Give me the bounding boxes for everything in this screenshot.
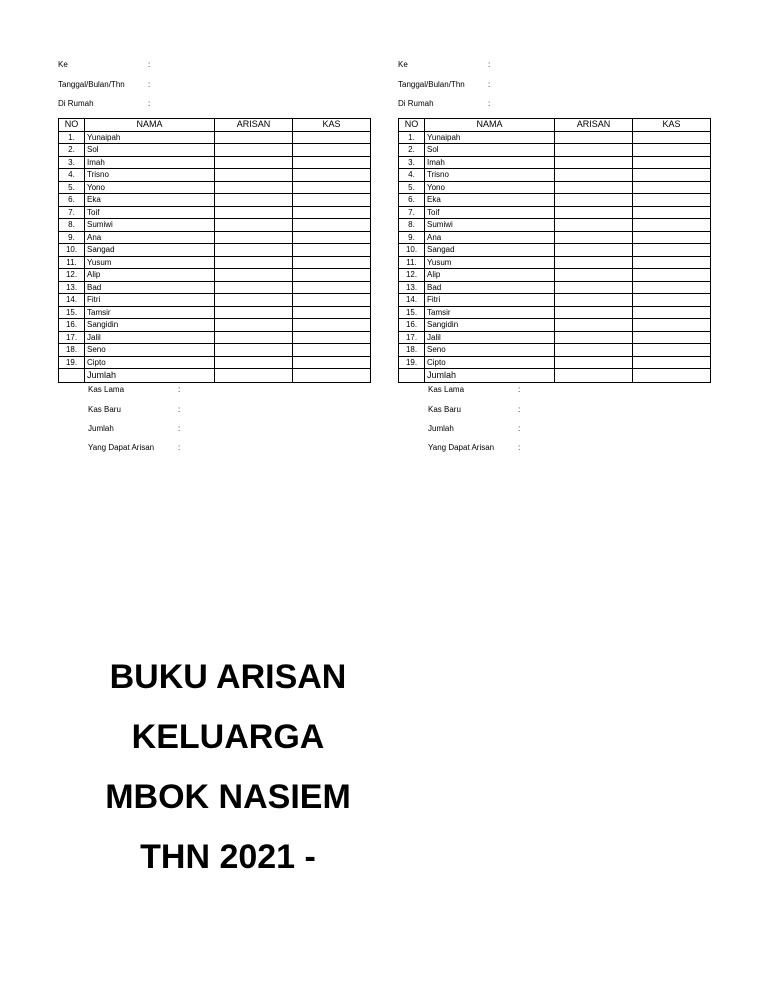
arisan-cell[interactable] [555,131,633,144]
table-row [399,244,711,257]
total-label: Jumlah [425,369,555,383]
footer-colon: : [178,424,181,433]
column-header: NO [399,119,425,132]
member-name: Eka [85,194,215,207]
kas-cell[interactable] [633,256,711,269]
arisan-cell[interactable] [215,169,293,182]
row-number: 8. [59,219,85,232]
kas-cell[interactable] [633,281,711,294]
table-row [59,206,371,219]
member-name: Tamsir [425,306,555,319]
kas-cell[interactable] [633,306,711,319]
table-row [59,194,371,207]
table-row [59,244,371,257]
row-number: 14. [399,294,425,307]
title-line-4: THN 2021 - [140,838,316,876]
arisan-cell[interactable] [215,294,293,307]
arisan-cell[interactable] [215,331,293,344]
total-spacer [399,369,425,383]
table-row [59,256,371,269]
kas-cell[interactable] [633,231,711,244]
row-number: 7. [59,206,85,219]
header-label: Ke [58,60,68,69]
kas-cell[interactable] [633,319,711,332]
kas-cell[interactable] [293,269,371,282]
row-number: 6. [399,194,425,207]
member-name: Sangad [425,244,555,257]
table-row [399,206,711,219]
kas-cell[interactable] [633,194,711,207]
table-header-row [59,119,371,132]
kas-cell[interactable] [293,356,371,369]
header-label: Tanggal/Bulan/Thn [58,80,125,89]
header-colon: : [148,99,151,108]
arisan-table [398,118,711,383]
header-colon: : [488,99,491,108]
kas-cell[interactable] [633,156,711,169]
header-colon: : [148,80,151,89]
kas-total-cell[interactable] [633,369,711,383]
footer-label: Kas Baru [88,405,121,414]
row-number: 18. [59,344,85,357]
kas-cell[interactable] [633,181,711,194]
member-name: Toif [85,206,215,219]
arisan-cell[interactable] [215,244,293,257]
arisan-cell[interactable] [215,344,293,357]
member-name: Cipto [85,356,215,369]
row-number: 17. [399,331,425,344]
row-number: 6. [59,194,85,207]
kas-cell[interactable] [293,306,371,319]
table-row [59,281,371,294]
title-line-1: BUKU ARISAN [109,658,347,696]
arisan-cell[interactable] [555,356,633,369]
table-row [399,269,711,282]
total-label: Jumlah [85,369,215,383]
member-name: Imah [85,156,215,169]
kas-cell[interactable] [633,169,711,182]
table-row [399,331,711,344]
arisan-cell[interactable] [215,281,293,294]
kas-cell[interactable] [633,269,711,282]
table-row [59,269,371,282]
row-number: 3. [59,156,85,169]
arisan-table [58,118,371,383]
arisan-cell[interactable] [555,206,633,219]
table-row [399,306,711,319]
arisan-cell[interactable] [555,194,633,207]
table-row [399,231,711,244]
arisan-cell[interactable] [215,144,293,157]
kas-cell[interactable] [293,231,371,244]
kas-cell[interactable] [293,319,371,332]
member-name: Sangidin [85,319,215,332]
footer-label: Yang Dapat Arisan [88,443,155,452]
member-name: Tamsir [85,306,215,319]
header-label: Di Rumah [398,99,434,108]
arisan-cell[interactable] [555,344,633,357]
member-name: Bad [425,281,555,294]
footer-label: Kas Lama [88,385,125,394]
arisan-cell[interactable] [215,181,293,194]
member-name: Sumiwi [425,219,555,232]
table-row [59,231,371,244]
table-row [399,281,711,294]
member-name: Alip [85,269,215,282]
row-number: 10. [399,244,425,257]
member-name: Toif [425,206,555,219]
title-line-2: KELUARGA [131,718,325,756]
kas-cell[interactable] [633,219,711,232]
table-row [399,219,711,232]
kas-cell[interactable] [633,244,711,257]
arisan-cell[interactable] [555,244,633,257]
member-name: Yunaipah [425,131,555,144]
row-number: 10. [59,244,85,257]
member-name: Trisno [85,169,215,182]
arisan-cell[interactable] [215,256,293,269]
arisan-cell[interactable] [555,294,633,307]
member-name: Imah [425,156,555,169]
table-row [399,319,711,332]
table-row [399,156,711,169]
kas-cell[interactable] [293,331,371,344]
arisan-cell[interactable] [215,319,293,332]
kas-cell[interactable] [633,344,711,357]
arisan-cell[interactable] [555,269,633,282]
table-row [59,219,371,232]
header-label: Ke [398,60,408,69]
footer-colon: : [518,424,521,433]
member-name: Yono [425,181,555,194]
row-number: 5. [59,181,85,194]
kas-cell[interactable] [633,294,711,307]
row-number: 12. [399,269,425,282]
header-label: Di Rumah [58,99,94,108]
kas-cell[interactable] [633,206,711,219]
footer-label: Jumlah [88,424,114,433]
total-row [399,369,711,383]
footer-colon: : [178,405,181,414]
kas-cell[interactable] [293,156,371,169]
table-row [399,256,711,269]
arisan-total-cell[interactable] [555,369,633,383]
column-header: ARISAN [555,119,633,132]
table-row [59,169,371,182]
row-number: 8. [399,219,425,232]
row-number: 3. [399,156,425,169]
arisan-cell[interactable] [555,219,633,232]
arisan-cell[interactable] [215,206,293,219]
kas-cell[interactable] [293,181,371,194]
row-number: 13. [59,281,85,294]
kas-cell[interactable] [293,281,371,294]
column-header: KAS [633,119,711,132]
footer-colon: : [518,443,521,452]
table-row [399,181,711,194]
table-row [399,194,711,207]
kas-cell[interactable] [293,219,371,232]
kas-cell[interactable] [293,144,371,157]
kas-cell[interactable] [293,244,371,257]
table-row [59,156,371,169]
table-row [399,169,711,182]
footer-label: Kas Lama [428,385,465,394]
member-name: Ana [425,231,555,244]
arisan-cell[interactable] [555,181,633,194]
table-row [59,356,371,369]
table-row [59,344,371,357]
arisan-cell[interactable] [215,194,293,207]
column-header: NAMA [425,119,555,132]
member-name: Eka [425,194,555,207]
member-name: Sol [425,144,555,157]
member-name: Yusum [425,256,555,269]
row-number: 16. [59,319,85,332]
row-number: 19. [399,356,425,369]
member-name: Yusum [85,256,215,269]
table-row [399,356,711,369]
footer-label: Kas Baru [428,405,461,414]
row-number: 18. [399,344,425,357]
arisan-cell[interactable] [215,219,293,232]
row-number: 4. [399,169,425,182]
table-row [399,131,711,144]
member-name: Seno [425,344,555,357]
table-row [399,144,711,157]
arisan-cell[interactable] [555,231,633,244]
kas-cell[interactable] [293,131,371,144]
member-name: Ana [85,231,215,244]
kas-total-cell[interactable] [293,369,371,383]
arisan-total-cell[interactable] [215,369,293,383]
header-colon: : [148,60,151,69]
arisan-cell[interactable] [555,256,633,269]
arisan-cell[interactable] [555,331,633,344]
kas-cell[interactable] [633,131,711,144]
kas-cell[interactable] [633,356,711,369]
arisan-cell[interactable] [555,306,633,319]
arisan-cell[interactable] [215,306,293,319]
row-number: 4. [59,169,85,182]
table-row [59,306,371,319]
row-number: 1. [59,131,85,144]
member-name: Sol [85,144,215,157]
kas-cell[interactable] [293,294,371,307]
arisan-cell[interactable] [555,156,633,169]
arisan-cell[interactable] [215,231,293,244]
table-header-row [399,119,711,132]
row-number: 19. [59,356,85,369]
table-row [59,144,371,157]
arisan-cell[interactable] [555,281,633,294]
member-name: Sangad [85,244,215,257]
member-name: Sangidin [425,319,555,332]
kas-cell[interactable] [293,344,371,357]
member-name: Bad [85,281,215,294]
table-row [59,331,371,344]
title-line-3: MBOK NASIEM [105,778,351,816]
footer-colon: : [518,385,521,394]
member-name: Seno [85,344,215,357]
kas-cell[interactable] [633,331,711,344]
member-name: Trisno [425,169,555,182]
column-header: KAS [293,119,371,132]
arisan-cell[interactable] [555,319,633,332]
arisan-cell[interactable] [215,131,293,144]
table-row [59,131,371,144]
table-row [59,294,371,307]
member-name: Sumiwi [85,219,215,232]
footer-colon: : [178,385,181,394]
header-colon: : [488,80,491,89]
table-row [59,319,371,332]
row-number: 2. [59,144,85,157]
total-row [59,369,371,383]
member-name: Fitri [85,294,215,307]
arisan-cell[interactable] [215,269,293,282]
member-name: Jalil [85,331,215,344]
kas-cell[interactable] [293,206,371,219]
table-row [399,294,711,307]
row-number: 12. [59,269,85,282]
row-number: 9. [59,231,85,244]
row-number: 15. [399,306,425,319]
total-spacer [59,369,85,383]
row-number: 13. [399,281,425,294]
table-row [59,181,371,194]
member-name: Cipto [425,356,555,369]
kas-cell[interactable] [293,194,371,207]
header-colon: : [488,60,491,69]
kas-cell[interactable] [293,256,371,269]
table-row [399,344,711,357]
row-number: 17. [59,331,85,344]
row-number: 9. [399,231,425,244]
header-label: Tanggal/Bulan/Thn [398,80,465,89]
row-number: 14. [59,294,85,307]
arisan-cell[interactable] [555,144,633,157]
column-header: NAMA [85,119,215,132]
footer-label: Jumlah [428,424,454,433]
row-number: 2. [399,144,425,157]
member-name: Jalil [425,331,555,344]
row-number: 16. [399,319,425,332]
kas-cell[interactable] [293,169,371,182]
footer-colon: : [518,405,521,414]
member-name: Yunaipah [85,131,215,144]
row-number: 11. [399,256,425,269]
column-header: ARISAN [215,119,293,132]
arisan-cell[interactable] [555,169,633,182]
member-name: Alip [425,269,555,282]
member-name: Yono [85,181,215,194]
column-header: NO [59,119,85,132]
footer-label: Yang Dapat Arisan [428,443,495,452]
footer-colon: : [178,443,181,452]
row-number: 15. [59,306,85,319]
row-number: 7. [399,206,425,219]
kas-cell[interactable] [633,144,711,157]
arisan-cell[interactable] [215,156,293,169]
member-name: Fitri [425,294,555,307]
row-number: 5. [399,181,425,194]
row-number: 1. [399,131,425,144]
arisan-cell[interactable] [215,356,293,369]
row-number: 11. [59,256,85,269]
